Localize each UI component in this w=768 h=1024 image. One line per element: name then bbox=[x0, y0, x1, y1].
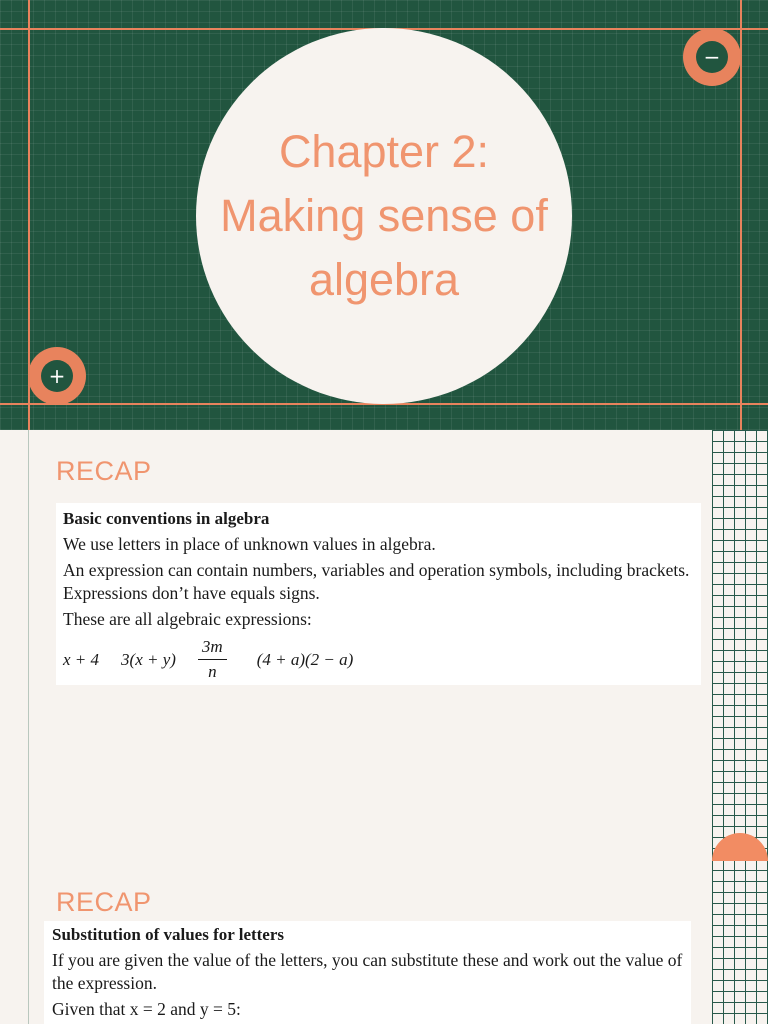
minus-button bbox=[683, 28, 741, 86]
recap-heading: RECAP bbox=[56, 456, 152, 486]
chapter-title: Chapter 2: Making sense of algebra bbox=[220, 126, 548, 305]
card-paragraph: If you are given the value of the letters, you can substitute these and work out the value of the expression. bbox=[52, 950, 683, 993]
title-slide bbox=[0, 0, 768, 430]
expression: 3(x + y) bbox=[121, 649, 176, 669]
expression: x + 4 bbox=[63, 649, 100, 669]
card-title: Substitution of values for letters bbox=[52, 925, 285, 944]
expression: (4 + a)(2 − a) bbox=[256, 649, 354, 669]
margin-rule bbox=[28, 430, 29, 1024]
card-paragraph: An expression can contain numbers, variables and operation symbols, including brackets. Expressions don’t have equals signs. bbox=[63, 560, 690, 603]
plus-icon: + bbox=[41, 360, 73, 392]
card-title: Basic conventions in algebra bbox=[63, 509, 270, 528]
expression-row bbox=[63, 637, 701, 682]
fraction-expression bbox=[198, 637, 227, 682]
conventions-card bbox=[56, 503, 701, 685]
recap-heading: RECAP bbox=[56, 887, 152, 917]
recap-slide bbox=[0, 430, 768, 1024]
guide-line-right bbox=[740, 0, 742, 430]
substitution-card bbox=[44, 921, 691, 1024]
side-grid-decoration bbox=[712, 430, 768, 1024]
card-paragraph: Given that x = 2 and y = 5: bbox=[52, 999, 241, 1019]
fraction-numerator: 3m bbox=[198, 637, 227, 660]
minus-icon: − bbox=[696, 41, 728, 73]
plus-button bbox=[28, 347, 86, 405]
card-paragraph: These are all algebraic expressions: bbox=[63, 609, 312, 629]
card-paragraph: We use letters in place of unknown values in algebra. bbox=[63, 534, 436, 554]
fraction-denominator: n bbox=[208, 662, 217, 681]
title-circle bbox=[196, 28, 572, 404]
